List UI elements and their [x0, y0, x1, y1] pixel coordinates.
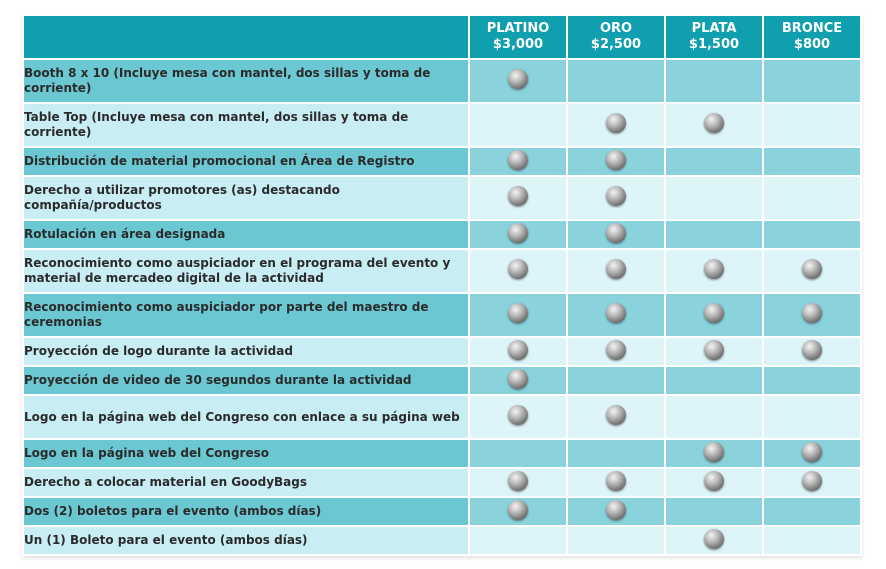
tier-cell: [567, 395, 665, 439]
included-bullet-icon: [508, 186, 528, 206]
table-row: [23, 59, 861, 103]
tier-cell: [469, 366, 567, 395]
benefit-label: Reconocimiento como auspiciador en el programa del evento y material de mercadeo digital de la actividad: [23, 249, 469, 293]
included-bullet-icon: [802, 442, 822, 462]
tier-cell: [469, 220, 567, 249]
included-bullet-icon: [508, 405, 528, 425]
tier-cell: [665, 366, 763, 395]
tier-cell: [763, 147, 861, 176]
table-row: [23, 468, 861, 497]
tier-price: $800: [793, 37, 831, 52]
included-bullet-icon: [606, 340, 626, 360]
tier-cell: [665, 468, 763, 497]
included-bullet-icon: [704, 113, 724, 133]
tier-cell: [665, 59, 763, 103]
tier-cell: [763, 395, 861, 439]
benefits-body: [23, 59, 861, 555]
tier-cell: [567, 337, 665, 366]
tier-cell: [665, 526, 763, 555]
tier-cell: [763, 337, 861, 366]
header-corner: [23, 15, 469, 59]
included-bullet-icon: [802, 471, 822, 491]
included-bullet-icon: [704, 259, 724, 279]
tier-cell: [763, 366, 861, 395]
included-bullet-icon: [704, 442, 724, 462]
benefit-label: Proyección de video de 30 segundos durante la actividad: [23, 366, 469, 395]
included-bullet-icon: [508, 259, 528, 279]
included-bullet-icon: [606, 223, 626, 243]
tier-cell: [763, 293, 861, 337]
tier-cell: [469, 249, 567, 293]
tier-cell: [763, 220, 861, 249]
included-bullet-icon: [508, 150, 528, 170]
tier-cell: [763, 497, 861, 526]
included-bullet-icon: [606, 150, 626, 170]
benefit-label: Logo en la página web del Congreso con enlace a su página web: [23, 395, 469, 439]
table-row: [23, 497, 861, 526]
tier-cell: [469, 293, 567, 337]
table-row: [23, 176, 861, 220]
tier-cell: [469, 497, 567, 526]
tier-cell: [665, 293, 763, 337]
benefit-label: Logo en la página web del Congreso: [23, 439, 469, 468]
tier-name: PLATINO: [486, 21, 550, 36]
tier-header-plata: [665, 15, 763, 59]
included-bullet-icon: [508, 303, 528, 323]
tier-cell: [567, 103, 665, 147]
included-bullet-icon: [508, 500, 528, 520]
benefit-label: Distribución de material promocional en Área de Registro: [23, 147, 469, 176]
tier-cell: [763, 176, 861, 220]
tier-cell: [665, 249, 763, 293]
tier-cell: [469, 395, 567, 439]
included-bullet-icon: [606, 303, 626, 323]
table-row: [23, 249, 861, 293]
tier-price: $3,000: [492, 37, 544, 52]
included-bullet-icon: [508, 340, 528, 360]
tier-price: $1,500: [688, 37, 740, 52]
benefit-label: Booth 8 x 10 (Incluye mesa con mantel, dos sillas y toma de corriente): [23, 59, 469, 103]
benefit-label: Reconocimiento como auspiciador por parte del maestro de ceremonias: [23, 293, 469, 337]
table-row: [23, 439, 861, 468]
tier-cell: [665, 439, 763, 468]
tier-cell: [665, 103, 763, 147]
tier-cell: [665, 147, 763, 176]
benefit-label: Dos (2) boletos para el evento (ambos días): [23, 497, 469, 526]
tier-cell: [567, 293, 665, 337]
tier-cell: [665, 220, 763, 249]
table-row: [23, 220, 861, 249]
included-bullet-icon: [508, 223, 528, 243]
included-bullet-icon: [508, 471, 528, 491]
tier-cell: [763, 526, 861, 555]
table-row: [23, 366, 861, 395]
table-row: [23, 395, 861, 439]
tier-cell: [567, 59, 665, 103]
tier-cell: [469, 337, 567, 366]
included-bullet-icon: [704, 340, 724, 360]
tier-cell: [469, 147, 567, 176]
tier-cell: [665, 337, 763, 366]
tier-header-platino: [469, 15, 567, 59]
tier-cell: [567, 439, 665, 468]
tier-header-oro: [567, 15, 665, 59]
benefit-label: Rotulación en área designada: [23, 220, 469, 249]
table-row: [23, 103, 861, 147]
tier-cell: [567, 220, 665, 249]
included-bullet-icon: [704, 303, 724, 323]
table-row: [23, 526, 861, 555]
included-bullet-icon: [606, 259, 626, 279]
tier-cell: [567, 366, 665, 395]
table-row: [23, 293, 861, 337]
included-bullet-icon: [606, 471, 626, 491]
benefit-label: Derecho a colocar material en GoodyBags: [23, 468, 469, 497]
tier-cell: [469, 176, 567, 220]
tier-cell: [469, 468, 567, 497]
tier-name: BRONCE: [781, 21, 843, 36]
tier-cell: [567, 176, 665, 220]
included-bullet-icon: [606, 186, 626, 206]
header-row: [23, 15, 861, 59]
tier-cell: [763, 59, 861, 103]
included-bullet-icon: [704, 471, 724, 491]
included-bullet-icon: [606, 500, 626, 520]
included-bullet-icon: [606, 113, 626, 133]
tier-cell: [567, 147, 665, 176]
tier-cell: [469, 526, 567, 555]
tier-cell: [469, 439, 567, 468]
tier-cell: [763, 439, 861, 468]
benefit-label: Un (1) Boleto para el evento (ambos días): [23, 526, 469, 555]
tier-cell: [567, 526, 665, 555]
tier-cell: [567, 497, 665, 526]
benefit-label: Table Top (Incluye mesa con mantel, dos sillas y toma de corriente): [23, 103, 469, 147]
tier-price: $2,500: [590, 37, 642, 52]
included-bullet-icon: [802, 340, 822, 360]
included-bullet-icon: [508, 369, 528, 389]
tier-cell: [567, 249, 665, 293]
benefit-label: Proyección de logo durante la actividad: [23, 337, 469, 366]
benefit-label: Derecho a utilizar promotores (as) destacando compañía/productos: [23, 176, 469, 220]
tier-cell: [567, 468, 665, 497]
sponsorship-table-container: [22, 14, 860, 556]
included-bullet-icon: [508, 69, 528, 89]
included-bullet-icon: [606, 405, 626, 425]
tier-name: ORO: [599, 21, 633, 36]
tier-cell: [665, 497, 763, 526]
included-bullet-icon: [802, 303, 822, 323]
tier-cell: [763, 249, 861, 293]
tier-header-bronce: [763, 15, 861, 59]
tier-name: PLATA: [691, 21, 737, 36]
table-row: [23, 147, 861, 176]
included-bullet-icon: [802, 259, 822, 279]
included-bullet-icon: [704, 529, 724, 549]
tier-cell: [763, 103, 861, 147]
tier-cell: [763, 468, 861, 497]
tier-cell: [665, 395, 763, 439]
tier-cell: [665, 176, 763, 220]
table-row: [23, 337, 861, 366]
tier-cell: [469, 103, 567, 147]
tier-cell: [469, 59, 567, 103]
sponsorship-benefits-table: [22, 14, 862, 556]
